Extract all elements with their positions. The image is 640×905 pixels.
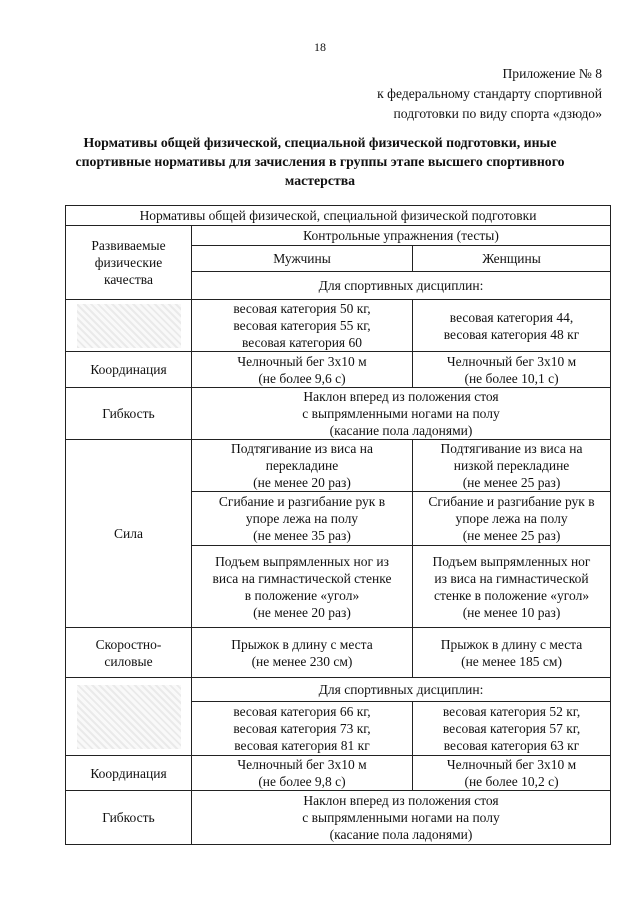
cell-line: (не менее 20 раз) — [253, 475, 351, 490]
appendix-line: подготовки по виду спорта «дзюдо» — [393, 106, 602, 121]
redacted-quality-cell — [66, 300, 192, 352]
cell-line: (не более 10,2 с) — [464, 774, 559, 789]
table-row — [66, 756, 611, 791]
cell-line: (не менее 230 см) — [251, 653, 353, 669]
cell-line: весовая категория 63 кг — [443, 738, 580, 753]
table-row — [66, 226, 611, 246]
cell-line: Прыжок в длину с места — [440, 636, 583, 652]
title-line: мастерства — [284, 173, 356, 188]
men-norm — [192, 492, 413, 546]
cell-line: (не менее 25 раз) — [462, 528, 561, 543]
quality-label — [66, 628, 192, 678]
common-norm — [192, 791, 611, 845]
redacted-blur — [77, 685, 181, 749]
table-row — [66, 300, 611, 352]
tests-header: Контрольные упражнения (тесты) — [192, 226, 611, 246]
cell-line: весовая категория 52 кг, — [442, 704, 581, 719]
cell-line: (не менее 185 см) — [461, 653, 562, 669]
men-header: Мужчины — [192, 246, 413, 272]
women-norm — [413, 756, 611, 791]
men-norm — [192, 628, 413, 678]
table-row — [66, 352, 611, 388]
table-row — [66, 791, 611, 845]
appendix-line: к федеральному стандарту спортивной — [377, 86, 602, 101]
cell-line: весовая категория 66 кг, — [233, 704, 371, 719]
cell-line: Челночный бег 3x10 м — [446, 353, 577, 369]
cell-line: Сгибание и разгибание рук в — [428, 494, 595, 509]
cell-line: Прыжок в длину с места — [231, 636, 373, 652]
cell-line: с выпрямленными ногами на полу — [302, 406, 500, 421]
cell-line: виса на гимнастической стенке — [212, 570, 392, 586]
table-top-header: Нормативы общей физической, специальной физической подготовки — [66, 206, 611, 226]
cell-line: весовая категория 81 кг — [234, 738, 370, 753]
men-norm — [192, 440, 413, 492]
redacted-quality-cell — [66, 678, 192, 756]
cell-line: Скоростно- — [95, 636, 162, 652]
cell-line: силовые — [104, 653, 153, 669]
title-line: Нормативы общей физической, специальной физической подготовки, иные — [83, 135, 557, 150]
cell-line: Подъем выпрямленных ног из — [215, 553, 389, 569]
men-weight-categories — [192, 300, 413, 352]
cell-line: низкой перекладине — [453, 458, 570, 473]
header-line: качества — [103, 272, 153, 287]
women-weight-categories — [413, 300, 611, 352]
cell-line: (касание пола ладонями) — [329, 423, 473, 438]
appendix-caption — [377, 64, 602, 124]
cell-line: Наклон вперед из положения стоя — [303, 389, 499, 404]
cell-line: (не менее 35 раз) — [253, 528, 351, 543]
cell-line: Челночный бег 3x10 м — [237, 757, 367, 772]
men-norm — [192, 352, 413, 388]
disciplines-header: Для спортивных дисциплин: — [192, 272, 611, 300]
cell-line: весовая категория 60 — [241, 335, 363, 350]
table-row — [66, 628, 611, 678]
cell-line: (не более 9,8 с) — [258, 774, 346, 789]
cell-line: весовая категория 44, — [449, 309, 574, 325]
men-norm — [192, 756, 413, 791]
women-norm — [413, 546, 611, 628]
cell-line: весовая категория 48 кг — [443, 326, 580, 342]
cell-line: Челночный бег 3x10 м — [237, 353, 367, 369]
cell-line: Наклон вперед из положения стоя — [303, 793, 499, 808]
cell-line: стенке в положение «угол» — [433, 587, 590, 603]
women-header: Женщины — [413, 246, 611, 272]
quality-label: Гибкость — [66, 388, 192, 440]
header-line: Развиваемые — [91, 238, 166, 253]
title-line: спортивные нормативы для зачисления в группы этапе высшего спортивного — [75, 154, 565, 169]
cell-line: Подтягивание из виса на — [440, 441, 583, 456]
quality-label: Координация — [66, 352, 192, 388]
quality-label: Сила — [66, 440, 192, 628]
cell-line: в положение «угол» — [244, 587, 360, 603]
cell-line: (не менее 10 раз) — [462, 604, 561, 620]
cell-line: весовая категория 50 кг, — [233, 301, 371, 316]
women-norm — [413, 628, 611, 678]
cell-line: упоре лежа на полу — [455, 511, 568, 526]
women-norm — [413, 440, 611, 492]
qualities-header — [66, 226, 192, 300]
women-norm — [413, 352, 611, 388]
quality-label: Гибкость — [66, 791, 192, 845]
cell-line: (не более 9,6 с) — [258, 370, 346, 386]
common-norm — [192, 388, 611, 440]
header-line: физические — [94, 255, 163, 270]
men-weight-categories — [192, 702, 413, 756]
cell-line: (не более 10,1 с) — [464, 370, 559, 386]
cell-line: Подъем выпрямленных ног — [432, 553, 591, 569]
cell-line: с выпрямленными ногами на полу — [302, 810, 500, 825]
table-row — [66, 440, 611, 492]
appendix-line: Приложение № 8 — [502, 66, 602, 81]
cell-line: Челночный бег 3x10 м — [446, 757, 577, 772]
cell-line: Сгибание и разгибание рук в — [218, 494, 386, 509]
women-norm — [413, 492, 611, 546]
cell-line: весовая категория 57 кг, — [442, 721, 581, 736]
cell-line: Подтягивание из виса на — [231, 441, 373, 456]
document-title — [50, 133, 590, 190]
cell-line: перекладине — [265, 458, 339, 473]
table-row — [66, 206, 611, 226]
cell-line: весовая категория 55 кг, — [233, 318, 371, 333]
cell-line: весовая категория 73 кг, — [233, 721, 371, 736]
standards-table — [65, 205, 611, 845]
women-weight-categories — [413, 702, 611, 756]
disciplines-header: Для спортивных дисциплин: — [192, 678, 611, 702]
quality-label: Координация — [66, 756, 192, 791]
men-norm — [192, 546, 413, 628]
cell-line: (касание пола ладонями) — [329, 827, 473, 842]
table-row — [66, 388, 611, 440]
cell-line: (не менее 25 раз) — [462, 475, 561, 490]
table-row — [66, 678, 611, 702]
cell-line: (не менее 20 раз) — [253, 604, 351, 620]
cell-line: из виса на гимнастической — [434, 570, 589, 586]
page-number: 18 — [314, 40, 326, 54]
redacted-blur — [77, 304, 181, 348]
cell-line: упоре лежа на полу — [245, 511, 359, 526]
